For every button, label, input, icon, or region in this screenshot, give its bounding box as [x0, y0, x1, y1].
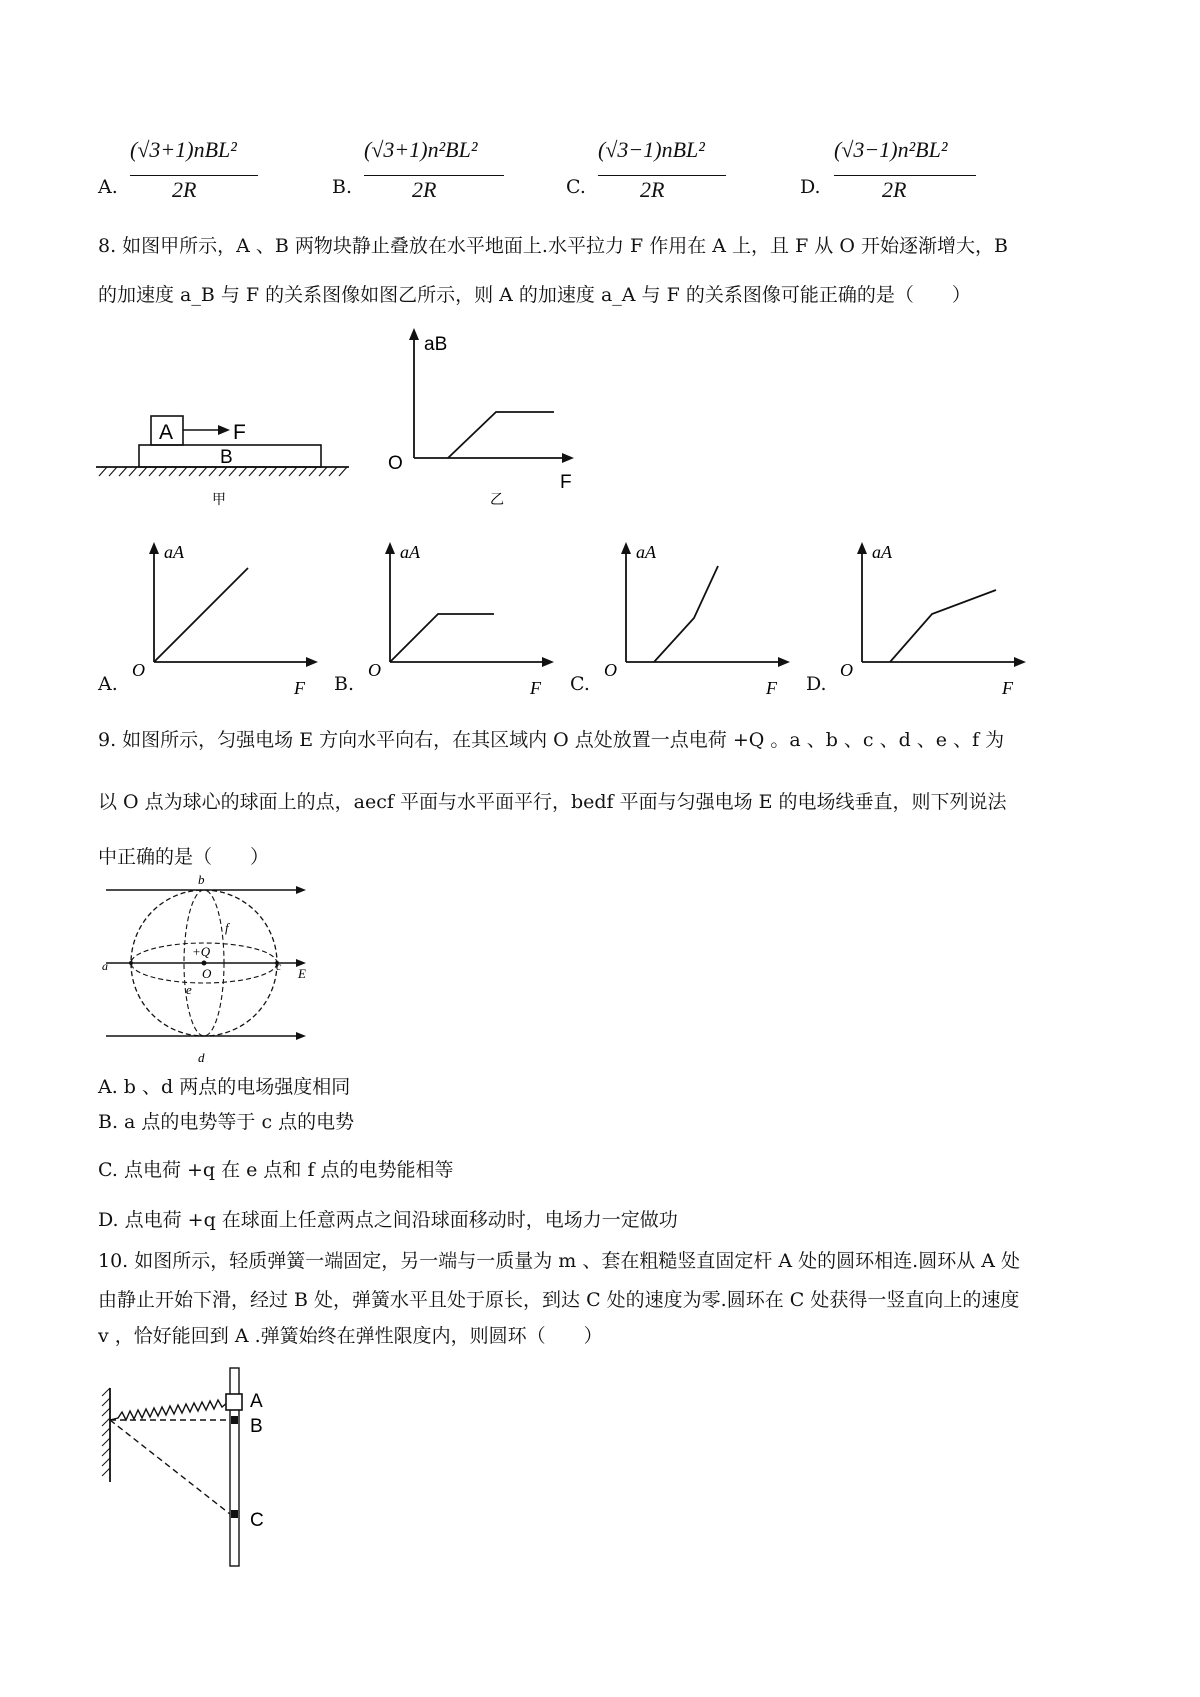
q9-stem-line1: 9. 如图所示，匀强电场 E 方向水平向右，在其区域内 O 点处放置一点电荷 +Q 。a 、b 、c 、d 、e 、f 为: [98, 729, 1005, 751]
origin-label: O: [368, 660, 381, 680]
q7-option-c-label: C.: [566, 176, 586, 198]
q9-option-a: A. b 、d 两点的电场强度相同: [98, 1076, 351, 1098]
q8-option-c-label: C.: [570, 673, 590, 695]
origin-label: O: [388, 453, 403, 474]
aA-curve: [890, 590, 996, 662]
q7-option-b-denominator: 2R: [412, 177, 437, 202]
x-axis-arrow: [562, 453, 574, 463]
q8-option-d-graph: [834, 538, 1034, 700]
q8-figure-yi: [384, 328, 584, 510]
q7-option-d-label: D.: [800, 176, 821, 198]
x-axis-label: F: [530, 678, 541, 698]
point-b-marker: [231, 1416, 238, 1424]
q8-option-b-label: B.: [334, 673, 355, 695]
q8-option-a-graph: [126, 538, 326, 700]
y-axis-arrow: [409, 328, 419, 340]
label-b: b: [198, 872, 205, 887]
q10-stem-line1: 10. 如图所示，轻质弹簧一端固定，另一端与一质量为 m 、套在粗糙竖直固定杆 A 处的圆环相连.圆环从 A 处: [98, 1250, 1020, 1272]
q9-option-b: B. a 点的电势等于 c 点的电势: [98, 1111, 355, 1133]
point-c-marker: [231, 1510, 238, 1518]
x-axis-label: F: [294, 678, 305, 698]
q7-option-d-denominator: 2R: [882, 177, 907, 202]
q7-option-b-numerator: (√3+1)n²BL²: [364, 137, 478, 162]
block-b-label: B: [220, 447, 233, 468]
label-a: A: [250, 1391, 263, 1412]
q10-stem-line2: 由静止开始下滑，经过 B 处，弹簧水平且处于原长，到达 C 处的速度为零.圆环在 C 处获得一竖直向上的速度: [98, 1289, 1020, 1311]
q9-figure-sphere: [100, 872, 320, 1066]
force-label: F: [233, 421, 246, 444]
x-axis-label: F: [560, 472, 572, 493]
figure-yi-caption: 乙: [490, 491, 504, 507]
q9-stem-line2: 以 O 点为球心的球面上的点，aecf 平面与水平面平行，bedf 平面与匀强电场 E 的电场线垂直，则下列说法: [98, 791, 1007, 813]
aA-curve: [654, 566, 718, 662]
q10-stem-line3: v ，恰好能回到 A .弹簧始终在弹性限度内，则圆环（ ）: [98, 1325, 603, 1347]
aB-curve: [448, 412, 554, 458]
label-a: a: [102, 959, 108, 973]
force-arrowhead: [218, 425, 230, 435]
q7-option-c-numerator: (√3−1)nBL²: [598, 137, 705, 162]
label-c: C: [250, 1510, 264, 1531]
q7-option-a-label: A.: [98, 176, 118, 198]
y-axis-label: aA: [636, 542, 656, 562]
q8-option-a-label: A.: [98, 673, 118, 695]
y-axis-label: aA: [872, 542, 892, 562]
y-axis-label: aB: [424, 334, 448, 355]
label-plus-q: +Q: [192, 944, 211, 959]
origin-label: O: [132, 660, 145, 680]
charge-point: [202, 961, 207, 966]
q8-figure-jia: [96, 400, 358, 510]
q9-option-d: D. 点电荷 +q 在球面上任意两点之间沿球面移动时，电场力一定做功: [98, 1209, 678, 1231]
y-axis-label: aA: [400, 542, 420, 562]
q8-option-c-graph: [598, 538, 798, 700]
wall-hatching: [102, 1388, 110, 1476]
ring-at-a: [226, 1394, 242, 1410]
spring: [110, 1400, 228, 1420]
label-e: e: [186, 982, 192, 997]
y-axis-label: aA: [164, 542, 184, 562]
q10-figure-spring-rod: [100, 1362, 280, 1572]
x-axis-label: F: [1002, 678, 1013, 698]
origin-label: O: [840, 660, 853, 680]
q8-stem-line2: 的加速度 a_B 与 F 的关系图像如图乙所示，则 A 的加速度 a_A 与 F 的关系图像可能正确的是（ ）: [98, 284, 971, 306]
label-e-field: E: [298, 966, 306, 981]
q8-option-b-graph: [362, 538, 562, 700]
x-axis-label: F: [766, 678, 777, 698]
spring-to-c: [110, 1420, 230, 1514]
origin-label: O: [604, 660, 617, 680]
label-c: c: [276, 959, 282, 973]
q7-option-b-label: B.: [332, 176, 353, 198]
aA-curve: [154, 568, 248, 662]
figure-jia-caption: 甲: [212, 491, 226, 507]
label-d: d: [198, 1050, 205, 1065]
q9-stem-line3: 中正确的是（ ）: [98, 846, 270, 868]
label-b: B: [250, 1416, 263, 1437]
label-o: O: [202, 966, 212, 981]
aA-curve: [390, 614, 494, 662]
ground-hatching: [99, 467, 347, 476]
q8-option-d-label: D.: [806, 673, 827, 695]
q7-option-d-numerator: (√3−1)n²BL²: [834, 137, 948, 162]
block-a-label: A: [159, 421, 174, 444]
q7-option-a-denominator: 2R: [172, 177, 197, 202]
q7-option-a-numerator: (√3+1)nBL²: [130, 137, 237, 162]
q7-option-c-denominator: 2R: [640, 177, 665, 202]
label-f: f: [225, 920, 229, 935]
q9-option-c: C. 点电荷 +q 在 e 点和 f 点的电势能相等: [98, 1159, 454, 1181]
q8-stem-line1: 8. 如图甲所示，A 、B 两物块静止叠放在水平地面上.水平拉力 F 作用在 A 上，且 F 从 O 开始逐渐增大，B: [98, 235, 1008, 257]
